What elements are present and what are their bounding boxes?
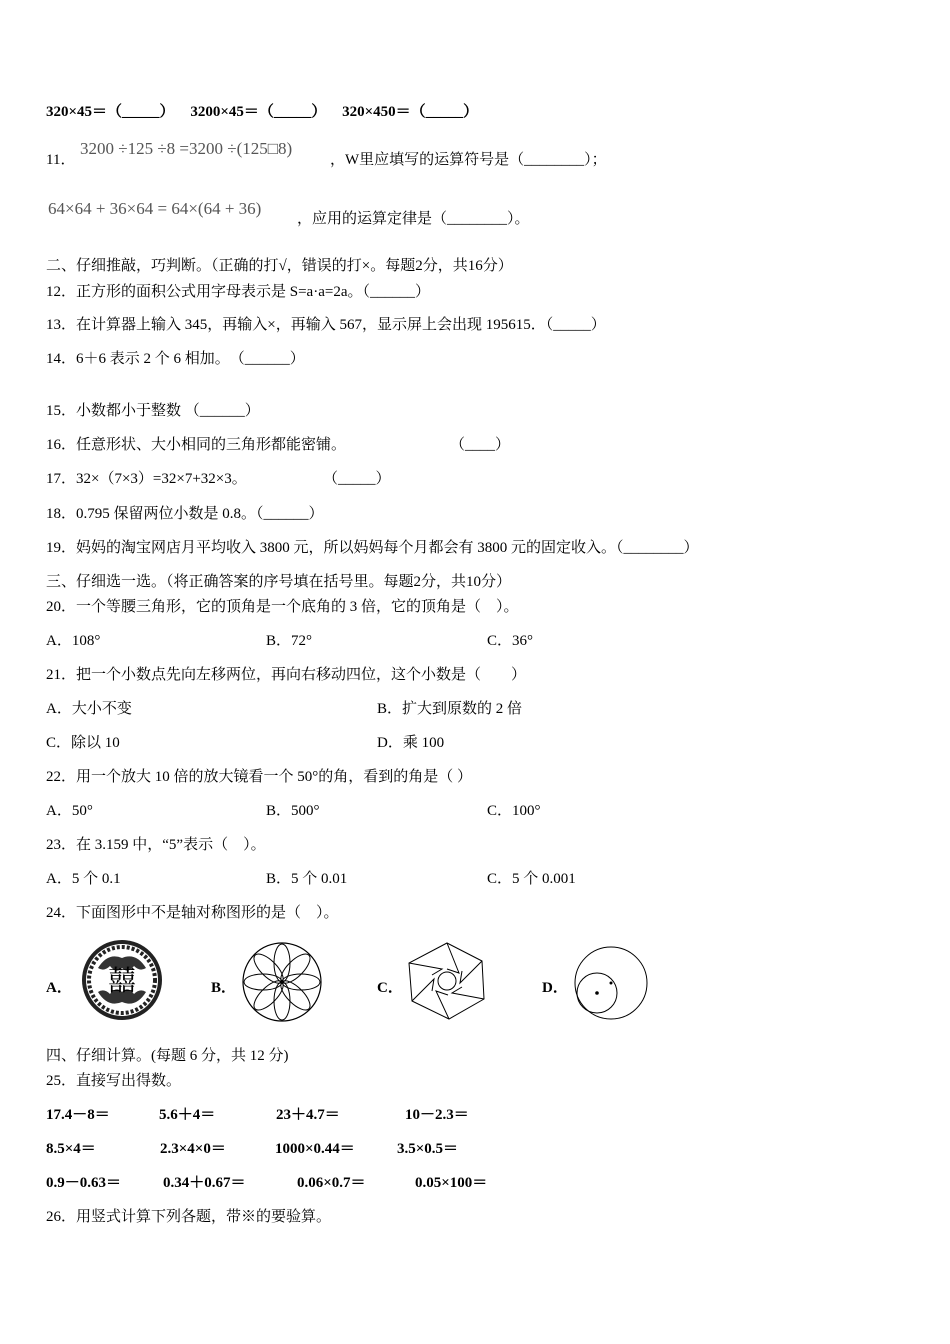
q24-option-a[interactable]: A． [46, 980, 72, 996]
q10-row [46, 102, 478, 122]
q10-expr-a: 320×45＝（_____） [46, 104, 175, 120]
q23-option-c[interactable]: C．5 个 0.001 [487, 871, 576, 887]
q15: 15．小数都小于整数 （______） [46, 403, 260, 419]
calc-r2-c3: 1000×0.44＝ [275, 1141, 355, 1157]
q25: 25．直接写出得数。 [46, 1073, 182, 1089]
section-2-heading: 二、仔细推敲，巧判断。（正确的打√，错误的打×。每题2分，共16分） [46, 258, 513, 274]
q24-option-d[interactable]: D． [542, 980, 568, 996]
q21: 21．把一个小数点先向左移两位，再向右移动四位，这个小数是（ ） [46, 667, 527, 683]
q11-expression: 3200 ÷125 ÷8 =3200 ÷(125□8) [80, 139, 293, 158]
q11b-text: ，应用的运算定律是（________）。 [297, 211, 530, 227]
q23: 23．在 3.159 中，“5”表示（ ）。 [46, 837, 266, 853]
q23-option-b[interactable]: B．5 个 0.01 [266, 871, 348, 887]
q17: 17．32×（7×3）=32×7+32×3。 [46, 471, 247, 487]
calc-r2-c2: 2.3×4×0＝ [160, 1141, 226, 1157]
q20: 20．一个等腰三角形，它的顶角是一个底角的 3 倍，它的顶角是（ ）。 [46, 599, 519, 615]
calc-r3-c3: 0.06×0.7＝ [297, 1175, 366, 1191]
double-happiness-emblem-icon [80, 938, 164, 1022]
calc-r3-c4: 0.05×100＝ [415, 1175, 488, 1191]
q24-option-b[interactable]: B． [211, 980, 237, 996]
flower-circle-icon [241, 941, 323, 1023]
calc-r1-c3: 23＋4.7＝ [276, 1107, 340, 1123]
q13: 13．在计算器上输入 345，再输入×，再输入 567，显示屏上会出现 195615．（_____） [46, 317, 606, 333]
q16: 16．任意形状、大小相同的三角形都能密铺。 [46, 437, 347, 453]
q24-option-c[interactable]: C． [377, 980, 403, 996]
q26: 26．用竖式计算下列各题，带※的要验算。 [46, 1209, 332, 1225]
nested-circles-icon [573, 945, 649, 1021]
q21-option-c[interactable]: C．除以 10 [46, 735, 120, 751]
q22-option-a[interactable]: A．50° [46, 803, 93, 819]
calc-r2-c1: 8.5×4＝ [46, 1141, 96, 1157]
section-4-heading: 四、仔细计算。(每题 6 分，共 12 分) [46, 1048, 289, 1064]
q22-option-b[interactable]: B．500° [266, 803, 320, 819]
calc-r3-c2: 0.34＋0.67＝ [163, 1175, 246, 1191]
q21-option-b[interactable]: B．扩大到原数的 2 倍 [377, 701, 523, 717]
q14: 14．6＋6 表示 2 个 6 相加。 （______） [46, 351, 305, 367]
calc-r1-c2: 5.6＋4＝ [159, 1107, 216, 1123]
q19: 19．妈妈的淘宝网店月平均收入 3800 元，所以妈妈每个月都会有 3800 元的固定收入。（________） [46, 540, 699, 556]
q21-option-d[interactable]: D．乘 100 [377, 735, 445, 751]
pinwheel-hexagon-icon [404, 941, 490, 1021]
q23-option-a[interactable]: A．5 个 0.1 [46, 871, 121, 887]
emblem-character: 囍 [107, 964, 137, 997]
q10-expr-c: 320×450＝（_____） [342, 104, 479, 120]
q24: 24．下面图形中不是轴对称图形的是（ ）。 [46, 905, 339, 921]
q18: 18．0.795 保留两位小数是 0.8。（______） [46, 506, 324, 522]
q11-number: 11． [46, 152, 76, 168]
q22-option-c[interactable]: C．100° [487, 803, 541, 819]
section-3-heading: 三、仔细选一选。（将正确答案的序号填在括号里。每题2分，共10分） [46, 574, 512, 590]
q11 [46, 150, 75, 170]
calc-r2-c4: 3.5×0.5＝ [397, 1141, 459, 1157]
calc-r3-c1: 0.9－0.63＝ [46, 1175, 122, 1191]
calc-r1-c4: 10－2.3＝ [405, 1107, 469, 1123]
q21-option-a[interactable]: A．大小不变 [46, 701, 132, 717]
q20-option-a[interactable]: A．108° [46, 633, 101, 649]
q11b-expression: 64×64 + 36×64 = 64×(64 + 36) [48, 199, 262, 218]
calc-r1-c1: 17.4－8＝ [46, 1107, 110, 1123]
q22: 22．用一个放大 10 倍的放大镜看一个 50°的角，看到的角是（ ） [46, 769, 473, 785]
q20-option-c[interactable]: C．36° [487, 633, 534, 649]
q17-blank: （_____） [323, 471, 391, 487]
q20-option-b[interactable]: B．72° [266, 633, 313, 649]
q11-text: ，W里应填写的运算符号是（________）； [330, 152, 607, 168]
q10-expr-b: 3200×45＝（_____） [190, 104, 327, 120]
q16-blank: （____） [450, 437, 511, 453]
q12: 12．正方形的面积公式用字母表示是 S=a·a=2a。（______） [46, 284, 430, 300]
